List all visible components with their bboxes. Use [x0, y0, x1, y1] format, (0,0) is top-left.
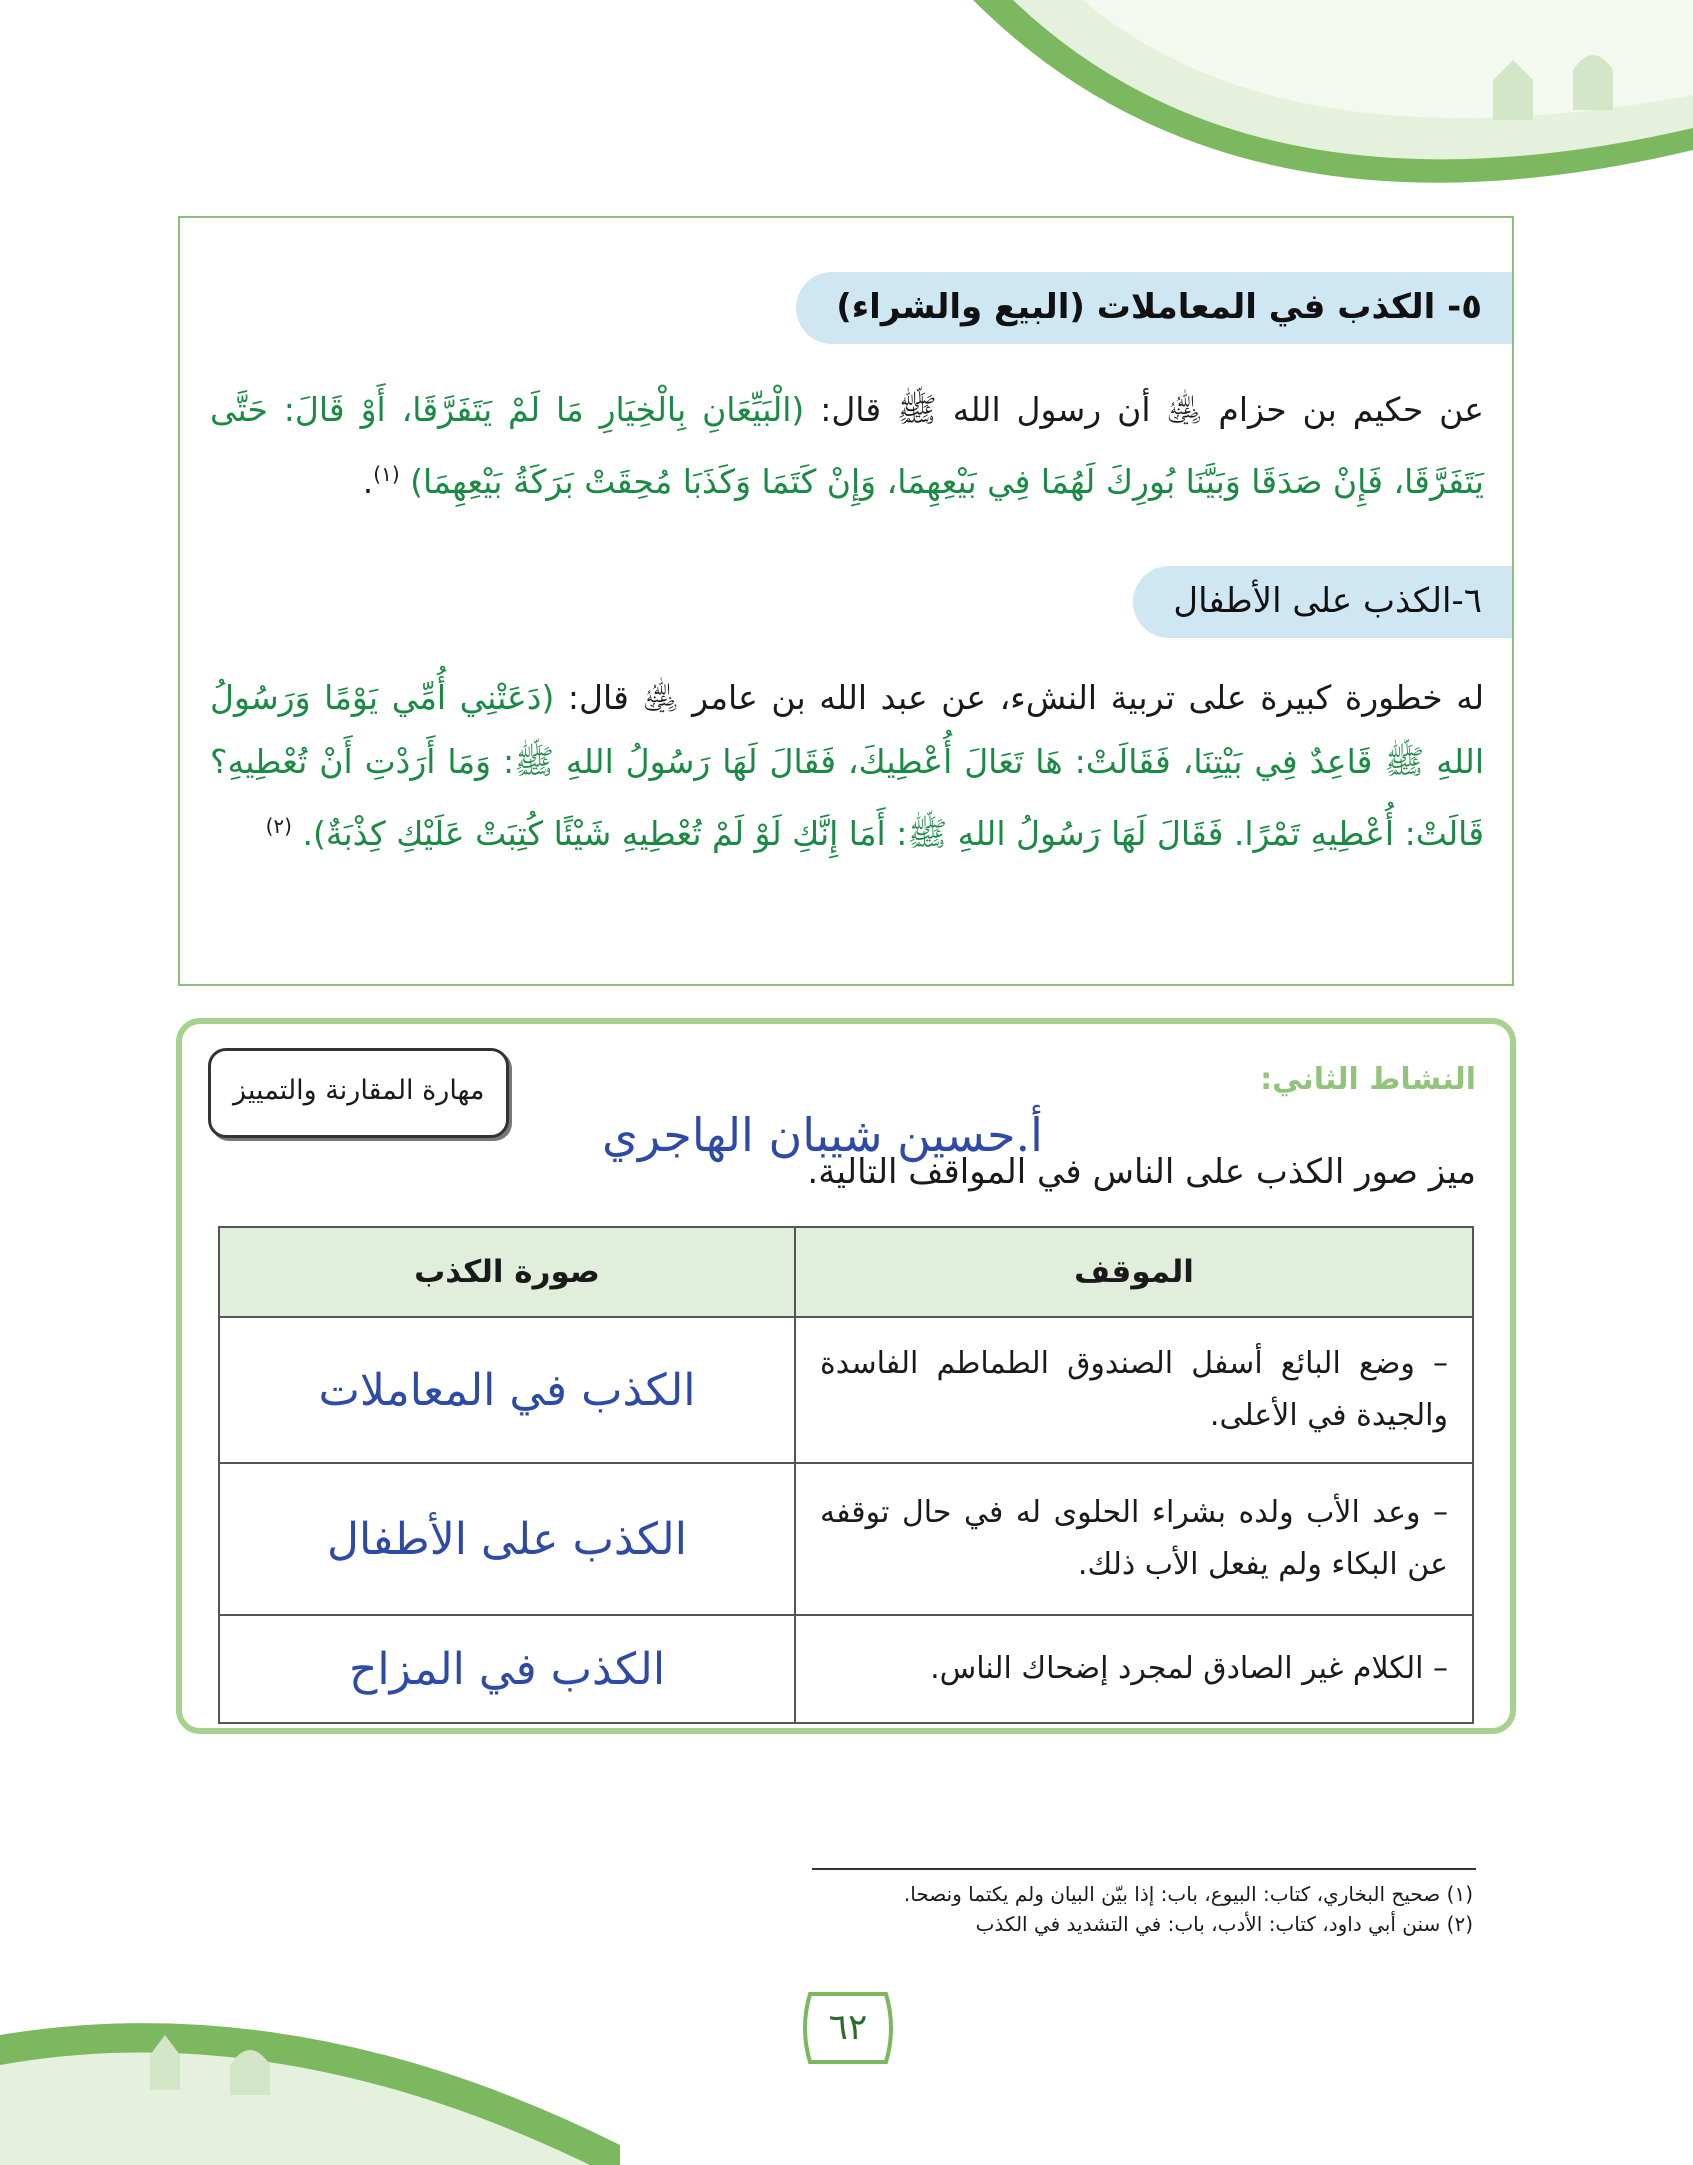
footnote-divider — [812, 1868, 1476, 1870]
table-row — [219, 1615, 1473, 1723]
top-corner-ornament — [973, 0, 1693, 200]
table-row — [219, 1463, 1473, 1615]
section6-heading: ٦-الكذب على الأطفال — [1133, 566, 1512, 638]
teacher-name: أ.حسين شيبان الهاجري — [602, 1108, 1043, 1162]
situation-cell: – وعد الأب ولده بشراء الحلوى له في حال توقفه عن البكاء ولم يفعل الأب ذلك. — [795, 1463, 1473, 1615]
answer-cell[interactable]: الكذب في المزاح — [219, 1615, 795, 1723]
footnote-ref-1: (١) — [373, 462, 400, 486]
activity-box — [176, 1018, 1516, 1734]
section6-hadith: (دَعَتْنِي أُمِّي يَوْمًا وَرَسُولُ اللهِ ﷺ قَاعِدٌ فِي بَيْتِنَا، فَقَالَتْ: هَا تَعَالَ أُعْطِيكَ، فَقَالَ لَهَا رَسُولُ اللهِ ﷺ: وَمَا أَرَدْتِ أَنْ تُعْطِيهِ؟ قَالَتْ: أُعْطِيهِ تَمْرًا. فَقَالَ لَهَا رَسُولُ اللهِ ﷺ: أَمَا إِنَّكِ لَوْ لَمْ تُعْطِيهِ شَيْئًا كُتِبَتْ عَلَيْكِ كِذْبَةٌ). — [210, 678, 1484, 853]
section5-end: . — [362, 462, 374, 501]
section5-hadith: (الْبَيِّعَانِ بِالْخِيَارِ مَا لَمْ يَتَفَرَّقَا، أَوْ قَالَ: حَتَّى يَتَفَرَّقَا، فَإِنْ صَدَقَا وَبَيَّنَا بُورِكَ لَهُمَا فِي بَيْعِهِمَا، وَإِنْ كَتَمَا وَكَذَبَا مُحِقَتْ بَرَكَةُ بَيْعِهِمَا) — [210, 390, 1484, 501]
situation-cell: – وضع البائع أسفل الصندوق الطماطم الفاسدة والجيدة في الأعلى. — [795, 1317, 1473, 1463]
section6-narration: له خطورة كبيرة على تربية النشء، عن عبد الله بن عامر ﵁ قال: — [554, 678, 1484, 717]
skill-badge: مهارة المقارنة والتمييز — [208, 1048, 509, 1138]
footnote-ref-2: (٢) — [265, 814, 292, 838]
activity-title: النشاط الثاني: — [1260, 1062, 1476, 1097]
answer-cell[interactable]: الكذب على الأطفال — [219, 1463, 795, 1615]
situation-cell: – الكلام غير الصادق لمجرد إضحاك الناس. — [795, 1615, 1473, 1723]
page-number-badge — [796, 1986, 900, 2070]
footnote-2: (٢) سنن أبي داود، كتاب: الأدب، باب: في التشديد في الكذب — [975, 1912, 1473, 1936]
answer-cell[interactable]: الكذب في المعاملات — [219, 1317, 795, 1463]
page-number: ٦٢ — [828, 2007, 868, 2048]
activity-instruction: ميز صور الكذب على الناس في المواقف التالية. — [807, 1152, 1476, 1192]
bottom-corner-ornament — [0, 1995, 620, 2165]
table-row — [219, 1317, 1473, 1463]
comparison-table — [218, 1226, 1474, 1724]
lesson-content-box — [178, 216, 1514, 986]
section6-paragraph — [210, 666, 1484, 866]
footnote-1: (١) صحيح البخاري، كتاب: البيوع، باب: إذا بيّن البيان ولم يكتما ونصحا. — [903, 1882, 1473, 1906]
section5-paragraph — [210, 378, 1484, 514]
header-situation: الموقف — [795, 1227, 1473, 1317]
section5-narration: عن حكيم بن حزام ﵁ أن رسول الله ﷺ قال: — [804, 390, 1484, 429]
table-header-row — [219, 1227, 1473, 1317]
header-type: صورة الكذب — [219, 1227, 795, 1317]
section5-heading: ٥- الكذب في المعاملات (البيع والشراء) — [796, 272, 1512, 344]
